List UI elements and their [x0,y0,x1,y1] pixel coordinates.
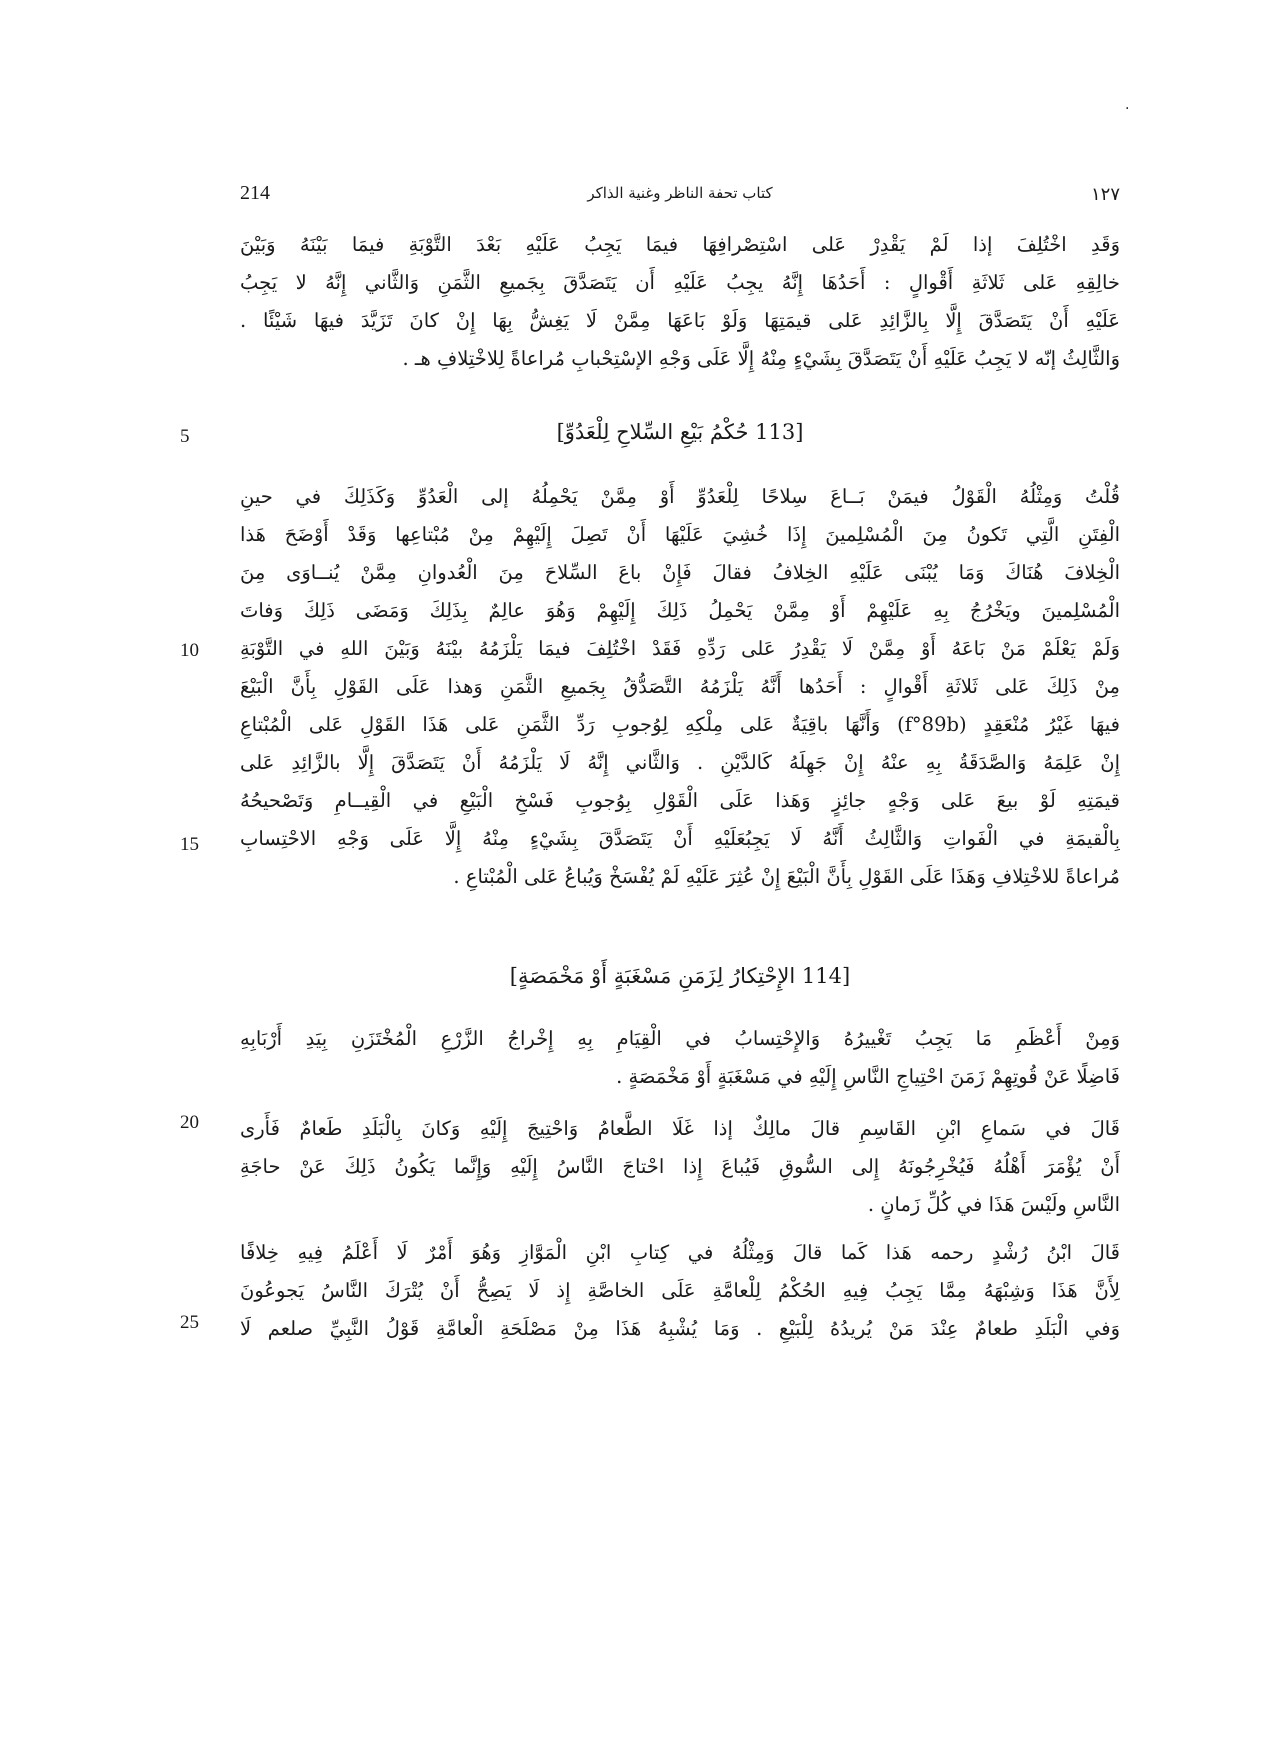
line-number: 5 [180,426,190,447]
section-heading-114: [114 الإِحْتِكارُ لِزَمَنِ مَسْغَبَةٍ أَوْ مَخْمَصَةٍ] [509,964,851,988]
text-line: قيمَتِهِ لَوْ بيعَ عَلى وَجْهٍ جائِزٍ وَهَذا عَلَى الْقَوْلِ بِوُجوبِ فَسْخِ الْبَيْعِ في الْقِيــامِ وَتَصْحيحُهُ [240,789,1120,812]
text-line: إِنْ عَلِمَهُ وَالصَّدَقَةُ بِهِ عنْهُ إِنْ جَهِلَهُ كَالدَّيْنِ . وَالثَّاني إِنَّهُ لَا يَلْزَمُهُ أَنْ يَتَصَدَّقَ إِلَّا بالزَّائِدِ عَلى [240,751,1120,774]
text-line: النَّاسِ ولَيْسَ هَذَا في كُلِّ زَمانٍ . [867,1193,1120,1216]
text-line: قَالَ ابْنُ رُشْدٍ رحمه هَذا كَما قالَ وَمِثْلُهُ في كِتابِ ابْنِ الْمَوَّازِ وَهُوَ أَمْرٌ لَا أَعْلَمُ فِيهِ خِلافًا [240,1241,1120,1264]
paragraph-4 [240,1110,1120,1224]
corner-mark: ٠ [1123,100,1131,116]
section-heading-113: [113 حُكْمُ بَيْعِ السِّلاحِ لِلْعَدُوِّ] [556,420,804,444]
text-line: الْخِلافَ هُنَاكَ وَمَا يُبْنَى عَلَيْهِ الخِلافُ فقالَ فَإِنْ باعَ السِّلاحَ مِنَ الْعُدوانِ مِمَّنْ يُنــاوَى مِنَ [240,561,1120,584]
text-line: قَالَ في سَماعِ ابْنِ القَاسِمِ قالَ مالِكٌ إذا غَلَا الطَّعامُ وَاحْتِيجَ إِلَيْهِ وَكانَ بِالْبَلَدِ طَعامٌ فَأَرى [240,1117,1120,1140]
text-line: قُلْتُ وَمِثْلُهُ الْقَوْلُ فيمَنْ بَــاعَ سِلاحًا لِلْعَدُوِّ أَوْ مِمَّنْ يَحْمِلُهُ إلى الْعَدُوِّ وَكَذَلِكَ في حينِ [240,485,1120,508]
paragraph-3 [240,1020,1120,1096]
text-line: وَقَدِ اخْتُلِفَ إذا لَمْ يَقْدِرْ عَلى اسْتِصْرافِهَا فيمَا يَجِبُ عَلَيْهِ بَعْدَ التَّوْبَةِ فيمَا بَيْنَهُ وَبَيْنَ [240,233,1120,256]
text-line: الْفِتَنِ الَّتِي تَكونُ مِنَ الْمُسْلِمينَ إِذَا خُشِيَ عَلَيْهَا أَنْ تَصِلَ إِلَيْهِمْ مِنْ مُبْتاعِها وَقَدْ أَوْضَحَ هَذا [240,523,1120,546]
page-number-latin: 214 [240,182,270,204]
paragraph-1 [240,226,1120,378]
paragraph-5 [240,1234,1120,1348]
page-header [240,182,1120,222]
line-number: 20 [180,1112,199,1133]
page-number-arabic: ١٢٧ [1090,184,1120,205]
text-line: خالِقِهِ عَلى ثَلاثَةِ أَقْوالٍ : أَحَدُهَا إِنَّهُ يجِبُ عَلَيْهِ أَن يَتَصَدَّقَ بِجَميعِ الثَّمَنِ وَالثَّاني إِنَّهُ لا يَجِبُ [240,271,1120,294]
text-line: وَالثَّالِثُ إنّه لا يَجِبُ عَلَيْهِ أَنْ يَتَصَدَّقَ بِشَيْءٍ مِنْهُ إِلَّا عَلَى وَجْهِ الإسْتِحْبابِ مُراعاةً لِلاخْتِلافِ هـ . [402,347,1120,370]
text-line: فَاضِلًا عَنْ قُوتِهِمْ زَمَنَ احْتِياجِ النَّاسِ إِلَيْهِ في مَسْغَبَةٍ أَوْ مَخْمَصَةٍ . [616,1065,1120,1088]
text-line: بِالْقيمَةِ في الْفَواتِ وَالثَّالِثُ أَنَّهُ لَا يَجِبُعَلَيْهِ أَنْ يَتَصَدَّقَ بِشَيْءٍ مِنْهُ إِلَّا عَلَى وَجْهِ الاحْتِسابِ [240,827,1120,850]
text-line: مِنْ ذَلِكَ عَلى ثَلاثَةِ أَقْوالٍ : أَحَدُها أَنَّهُ يَلْزَمُهُ التَّصَدُّقُ بِجَميعِ الثَّمَنِ وَهذا عَلَى القَوْلِ بِأَنَّ الْبَيْعَ [240,675,1120,698]
text-line: وَفي الْبَلَدِ طعامٌ عِنْدَ مَنْ يُريدُهُ لِلْبَيْعِ . وَمَا يُشْبِهُ هَذَا مِنْ مَصْلَحَةِ الْعامَّةِ قَوْلُ النَّبِيِّ صلعم لَا [240,1317,1120,1340]
running-title: كتاب تحفة الناظر وغنية الذاكر [587,184,773,202]
text-line: فيهَا غَيْرُ مُنْعَقِدٍ (f°89b) وَأَنَّهَا باقِيَةٌ عَلى مِلْكِهِ لِوُجوبِ رَدِّ الثَّمَنِ عَلى هَذَا القَوْلِ عَلى الْمُبْتاعِ [240,713,1120,736]
text-line: لِأَنَّ هَذَا وَشِبْهَهُ مِمَّا يَجِبُ فِيهِ الحُكْمُ لِلْعامَّةِ عَلَى الخاصَّةِ إِذ لَا يَصِحُّ أَنْ يُتْرَكَ النَّاسُ يَجوعُونَ [240,1279,1120,1302]
line-number: 25 [180,1312,199,1333]
text-line: وَمِنْ أَعْظَمِ مَا يَجِبُ تَغْييرُهُ وَالإِحْتِسابُ في الْقِيَامِ بِهِ إِخْراجُ الزَّرْعِ الْمُخْتَزَنِ بِيَدِ أَرْبَابِهِ [240,1027,1120,1050]
text-line: عَلَيْهِ أَنْ يَتَصَدَّقَ إِلَّا بِالزَّائِدِ عَلى قيمَتِهَا وَلَوْ بَاعَهَا مِمَّنْ لَا يَغِشُّ بِهَا إِنْ كانَ تَزَيَّدَ فيهَا شَيْئًا . [240,309,1120,332]
text-line: الْمُسْلِمينَ ويَخْرُجُ بِهِ عَلَيْهِمْ أَوْ مِمَّنْ يَحْمِلُ ذَلِكَ إِلَيْهِمْ وَهُوَ عالِمٌ بِذَلِكَ وَمَضَى ذَلِكَ وَفاتَ [240,599,1120,622]
text-line: مُراعاةً للاخْتِلافِ وَهَذَا عَلَى القَوْلِ بِأَنَّ الْبَيْعَ إِنْ عُثِرَ عَلَيْهِ لَمْ يُفْسَخْ وَيُباعُ عَلى الْمُبْتاعِ . [453,865,1120,888]
line-number: 15 [180,834,199,855]
line-number: 10 [180,640,199,661]
text-line: وَلَمْ يَعْلَمْ مَنْ بَاعَهُ أَوْ مِمَّنْ لَا يَقْدِرُ عَلى رَدِّهِ فَقَدْ اخْتُلِفَ فيمَا يَلْزَمُهُ بيْنَهُ وَبَيْنَ اللهِ في التَّوْبَةِ [240,637,1120,660]
text-line: أَنْ يُؤْمَرَ أَهْلُهُ فَيُخْرِجُونَهُ إِلى السُّوقِ فَيُباعَ إِذا احْتاجَ النَّاسُ إِلَيْهِ وَإِنَّما يَكُونُ ذَلِكَ عَنْ حاجَةِ [240,1155,1120,1178]
paragraph-2 [240,478,1120,896]
